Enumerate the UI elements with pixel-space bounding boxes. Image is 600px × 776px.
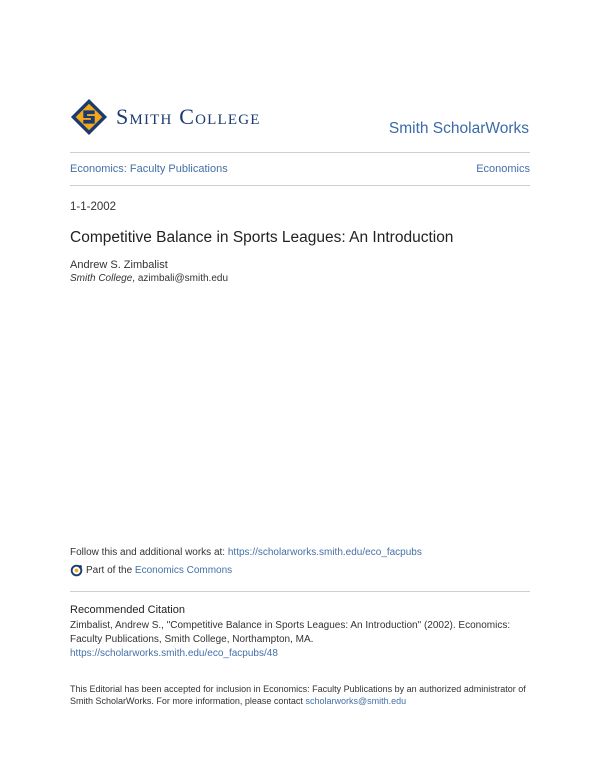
smith-college-logo[interactable] — [70, 98, 261, 136]
affiliation-institution: Smith College — [70, 273, 133, 284]
article-title: Competitive Balance in Sports Leagues: An Introduction — [70, 229, 454, 246]
department-link[interactable]: Economics — [476, 163, 530, 175]
part-of-label: Part of the — [86, 565, 133, 576]
author-affiliation — [70, 273, 228, 284]
network-icon — [70, 564, 83, 577]
footer-text: This Editorial has been accepted for inclusion in Economics: Faculty Publications by an authorized administrator of Smith ScholarWorks. For more information, please contact — [70, 684, 526, 706]
divider — [70, 152, 530, 153]
affiliation-separator: , — [132, 273, 138, 284]
part-of-line — [70, 564, 232, 577]
footer-notice — [70, 683, 530, 707]
citation-url-link[interactable]: https://scholarworks.smith.edu/eco_facpubs/48 — [70, 648, 278, 659]
repository-link[interactable]: Smith ScholarWorks — [388, 120, 529, 137]
logo-text: Smith College — [116, 104, 261, 129]
author-name: Andrew S. Zimbalist — [70, 259, 168, 271]
follow-label: Follow this and additional works at: — [70, 547, 228, 558]
breadcrumb — [70, 163, 530, 175]
divider — [70, 591, 530, 592]
contact-email-link[interactable]: scholarworks@smith.edu — [305, 696, 407, 706]
smith-college-shield-icon — [70, 98, 108, 136]
publication-date: 1-1-2002 — [70, 201, 117, 213]
follow-url-link[interactable]: https://scholarworks.smith.edu/eco_facpubs — [227, 547, 422, 558]
collection-link[interactable]: Economics: Faculty Publications — [70, 163, 228, 175]
economics-commons-link[interactable]: Economics Commons — [134, 565, 233, 576]
citation-heading: Recommended Citation — [70, 604, 185, 616]
author-email[interactable]: azimbali@smith.edu — [137, 273, 229, 284]
citation-text: Zimbalist, Andrew S., "Competitive Balance in Sports Leagues: An Introduction" (2002). Economics: Faculty Publications, Smith College, Northampton, MA. — [70, 620, 511, 645]
citation-block — [70, 619, 530, 661]
follow-line — [70, 547, 422, 558]
divider — [70, 185, 530, 186]
